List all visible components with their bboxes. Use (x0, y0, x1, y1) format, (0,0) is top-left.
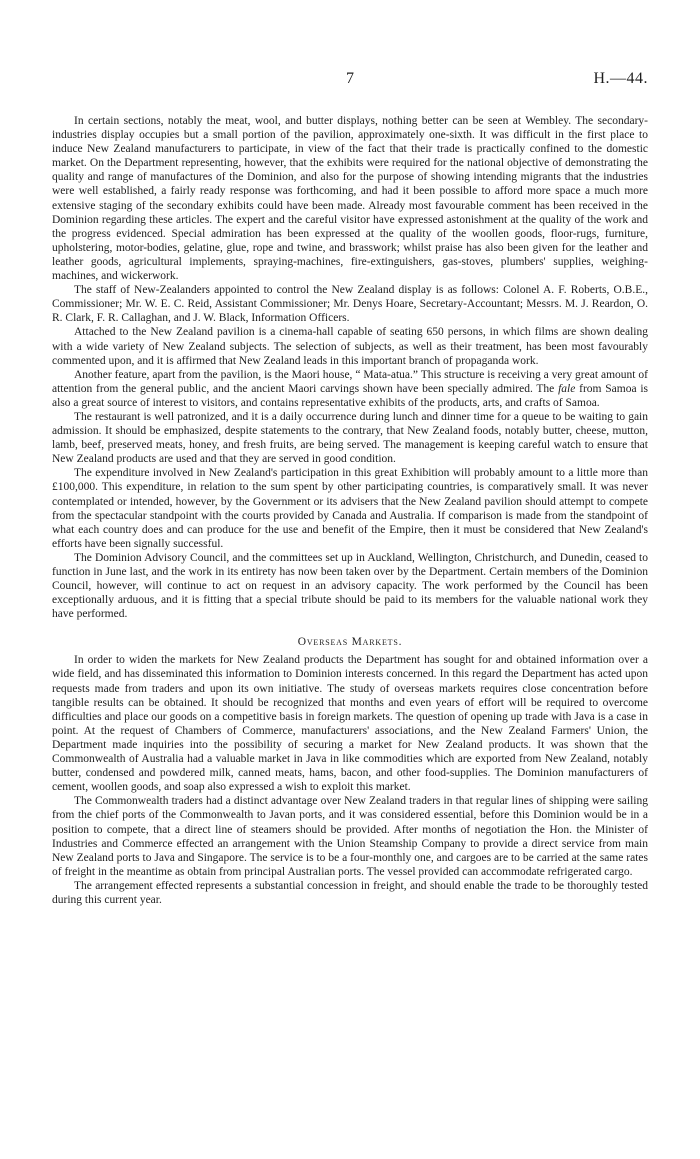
paragraph-commonwealth-traders: The Commonwealth traders had a distinct advantage over New Zealand traders in that regular lines of shipping were sailing from the chief ports of the Commonwealth to Javan ports, and it was considered essential, before this Dominion would be in a position to compete, that a direct line of steamers should be provided. After months of negotiation the Hon. the Minister of Industries and Commerce effected an arrangement with the Union Steamship Company to provide a direct service from main New Zealand ports to Java and Singapore. The service is to be a four-monthly one, and cargoes are to be carried at the same rates of freight in the meantime as obtain from principal Australian ports. The vessel provided can accommodate refrigerated cargo. (52, 795, 648, 878)
paragraph-arrangement: The arrangement effected represents a substantial concession in freight, and should enable the trade to be thoroughly tested during this current year. (52, 879, 648, 906)
paragraph-expenditure: The expenditure involved in New Zealand's participation in this great Exhibition will probably amount to a little more than £100,000. This expenditure, in relation to the sum spent by other participating countries, is comparatively small. It was never contemplated or intended, however, by the Government or its advisers that the New Zealand pavilion should attempt to compete from the spectacular standpoint with the courts provided by Canada and Australia. If comparison is made from the standpoint of what each country does and can produce for the use and benefit of the Empire, then it must be considered that New Zealand's efforts have been signally successful. (52, 467, 648, 550)
paragraph-advisory-council: The Dominion Advisory Council, and the committees set up in Auckland, Wellington, Christchurch, and Dunedin, ceased to function in June last, and the work in its entirety has now been taken over by the Department. Certain members of the Dominion Council, however, will continue to act on request in an advisory capacity. The work performed by the Council has been exceptionally arduous, and it is fitting that a special tribute should be paid to its members for the valuable national work they have performed. (52, 551, 648, 621)
maori-paragraph-italic: fale (558, 382, 576, 395)
paragraph-cinema-hall: Attached to the New Zealand pavilion is a cinema-hall capable of seating 650 persons, in which films are shown dealing with a wide variety of New Zealand subjects. The selection of subjects, as well as their treatment, has been most favourably commented upon, and it is affirmed that New Zealand leads in this important branch of propaganda work. (52, 326, 648, 367)
section-heading-overseas-markets: Overseas Markets. (297, 636, 403, 649)
page-number: 7 (346, 70, 354, 87)
paragraph-staff: The staff of New-Zealanders appointed to control the New Zealand display is as follows: Colonel A. F. Roberts, O.B.E., Commissioner; Mr. W. E. C. Reid, Assistant Commissioner; Mr. Denys Hoare, Secretary-Accountant; Messrs. M. J. Reardon, O. R. Clark, F. R. Callaghan, and J. W. Black, Information Officers. (52, 284, 648, 325)
paragraph-restaurant: The restaurant is well patronized, and it is a daily occurrence during lunch and dinner time for a queue to be waiting to gain admission. It should be emphasized, despite statements to the contrary, that New Zealand foods, notably butter, cheese, mutton, lamb, beef, preserved meats, honey, and fresh fruits, are being served. The management is keeping careful watch to ensure that New Zealand products are used and that they are served in good condition. (52, 410, 648, 466)
maori-paragraph-after: from Samoa is also a great source of interest to visitors, and contains representative exhibits of the products, arts, and crafts of Samoa. (52, 382, 648, 409)
paragraph-overseas-markets: In order to widen the markets for New Zealand products the Department has sought for and obtained information over a wide field, and has disseminated this information to Dominion interests concerned. In this regard the Department has acted upon requests made from traders and upon its own initiative. The study of overseas markets requires close concentration before tangible results can be obtained. It should be recognized that months and even years of effort will be required to overcome difficulties and place our goods on a competitive basis in foreign markets. The question of opening up trade with Java is a case in point. At the request of Chambers of Commerce, manufacturers' associations, and the New Zealand Farmers' Union, the Department made inquiries into the possibility of securing a market for New Zealand products. It was shown that the Commonwealth of Australia had a valuable market in Java in like commodities which are exported from New Zealand, notably butter, condensed and powdered milk, canned meats, hams, bacon, and other food-supplies. The Dominion manufacturers of cement, woollen goods, and soap also expressed a wish to exploit this market. (52, 654, 648, 794)
maori-paragraph-before: Another feature, apart from the pavilion, is the Maori house, “ Mata-atua.” This structure is receiving a very great amount of attention from the general public, and the ancient Maori carvings shown have been specially admired. The (52, 368, 648, 395)
paragraph-secondary-industries: In certain sections, notably the meat, wool, and butter displays, nothing better can be seen at Wembley. The secondary-industries display occupies but a small portion of the pavilion, approximately one-sixth. It was difficult in the first place to induce New Zealand manufacturers to participate, in view of the fact that their trade is practically confined to the domestic market. On the Department representing, however, that the exhibits were required for the national objective of demonstrating the quality and range of manufactures of the Dominion, and also for the purpose of showing intending migrants that the industries were well established, a fairly ready response was forthcoming, and had it been possible to afford more space a much more extensive staging of the secondary exhibits could have been made. Already most favourable comment has been received in the Dominion regarding these articles. The expert and the careful visitor have expressed astonishment at the quality of the work and the progress evidenced. Special admiration has been expressed at the quality of the woollen goods, floor-rugs, furniture, upholstering, motor-bodies, gelatine, glue, rope and twine, and brasswork; whilst praise has also been given for the leather and leather goods, agricultural implements, spraying-machines, fire-extinguishers, gas-stoves, plumbers' supplies, weighing-machines, and wickerwork. (52, 115, 648, 283)
paragraph-maori-house (52, 368, 648, 410)
page-header (52, 70, 648, 96)
body-text (52, 114, 648, 907)
document-reference: H.—44. (593, 70, 648, 87)
